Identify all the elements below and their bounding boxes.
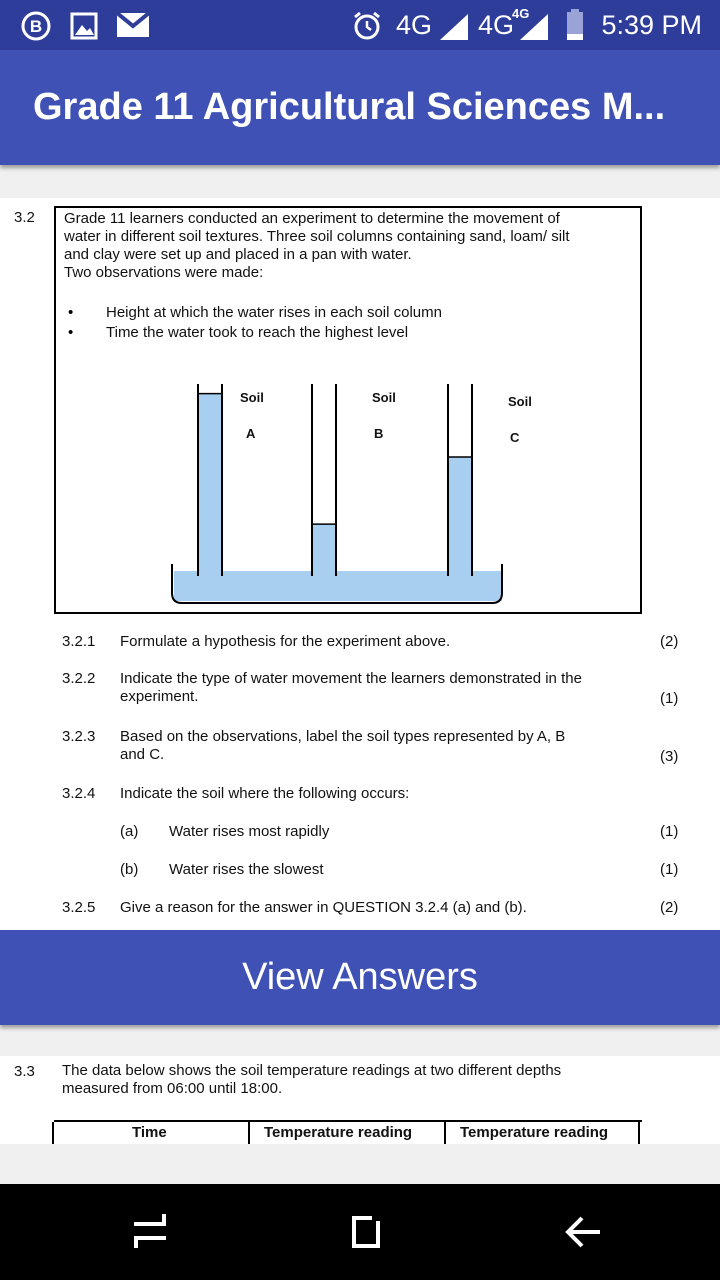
subq-number: 3.2.2 (62, 670, 96, 687)
bullet-item: Time the water took to reach the highest level (106, 324, 409, 341)
question-text-line: The data below shows the soil temperature readings at two different depths (62, 1062, 562, 1079)
intro-line: Two observations were made: (64, 264, 264, 281)
alarm-icon (352, 11, 382, 41)
temperature-table (54, 1120, 642, 1144)
subq-text: Water rises the slowest (169, 861, 324, 878)
table-border (248, 1122, 250, 1144)
table-header-temp-1: Temperature reading (264, 1124, 413, 1141)
table-border (444, 1122, 446, 1144)
soil-b-letter: B (374, 426, 384, 441)
subq-marks: (1) (660, 823, 679, 840)
signal-icon (518, 12, 550, 42)
back-icon[interactable] (554, 1204, 614, 1260)
table-border (52, 1122, 54, 1144)
subq-text: Based on the observations, label the soil types represented by A, B (120, 728, 566, 745)
intro-line: water in different soil textures. Three soil columns containing sand, loam/ silt (64, 228, 570, 245)
subq-text: Water rises most rapidly (169, 823, 330, 840)
intro-line: Grade 11 learners conducted an experiment to determine the movement of (64, 210, 560, 227)
table-header-temp-2: Temperature reading (460, 1124, 609, 1141)
soil-b-label: Soil (372, 390, 396, 405)
network-type-2-sup: 4G (512, 6, 530, 21)
subq-marks: (3) (660, 748, 679, 765)
question-box (54, 206, 642, 614)
subq-text: and C. (120, 746, 165, 763)
subq-text: Indicate the type of water movement the learners demonstrated in the (120, 670, 582, 687)
soil-c-letter: C (510, 430, 520, 445)
subq-number: (a) (120, 823, 139, 840)
bullet-dot: • (68, 324, 74, 341)
signal-icon (438, 12, 470, 42)
table-border (638, 1122, 640, 1144)
view-answers-label: View Answers (242, 956, 478, 998)
status-bar (0, 0, 720, 50)
column-c-water (448, 457, 472, 576)
app-bar (0, 50, 720, 165)
subq-text: Give a reason for the answer in QUESTION 3.2.4 (a) and (b). (120, 899, 527, 916)
question-number: 3.2 (14, 209, 35, 226)
subq-number: 3.2.1 (62, 633, 96, 650)
subq-marks: (1) (660, 690, 679, 707)
soil-c-label: Soil (508, 394, 532, 409)
network-type-2: 4G (478, 10, 515, 40)
subq-text: experiment. (120, 688, 199, 705)
subq-number: 3.2.3 (62, 728, 96, 745)
subq-text: Indicate the soil where the following occurs: (120, 785, 410, 802)
subq-marks: (2) (660, 633, 679, 650)
navigation-bar (0, 1184, 720, 1280)
document-page-top[interactable] (0, 198, 720, 930)
bullet-dot: • (68, 304, 74, 321)
gmail-icon (116, 12, 150, 38)
soil-a-label: Soil (240, 390, 264, 405)
document-page-bottom[interactable] (0, 1056, 720, 1144)
view-answers-button[interactable] (0, 930, 720, 1025)
b-badge-icon (20, 10, 52, 42)
soil-a-letter: A (246, 426, 256, 441)
network-type-1: 4G (396, 10, 433, 40)
bullet-item: Height at which the water rises in each soil column (106, 304, 442, 321)
subq-marks: (2) (660, 899, 679, 916)
intro-line: and clay were set up and placed in a pan with water. (64, 246, 412, 263)
column-b-water (312, 524, 336, 576)
subq-number: 3.2.5 (62, 899, 96, 916)
app-title: Grade 11 Agricultural Sciences M... (33, 86, 666, 128)
question-number: 3.3 (14, 1063, 35, 1080)
subq-text: Formulate a hypothesis for the experiment above. (120, 633, 451, 650)
subq-number: (b) (120, 861, 139, 878)
svg-text:B: B (29, 17, 43, 36)
status-time: 5:39 PM (601, 10, 702, 40)
column-a-water (198, 394, 222, 576)
home-icon[interactable] (336, 1204, 396, 1260)
subq-marks: (1) (660, 861, 679, 878)
battery-icon (566, 9, 584, 41)
image-icon (70, 12, 98, 40)
subq-number: 3.2.4 (62, 785, 96, 802)
recent-apps-icon[interactable] (120, 1204, 180, 1260)
table-header-time: Time (132, 1124, 167, 1141)
question-text-line: measured from 06:00 until 18:00. (62, 1080, 283, 1097)
soil-columns-diagram (56, 208, 644, 616)
